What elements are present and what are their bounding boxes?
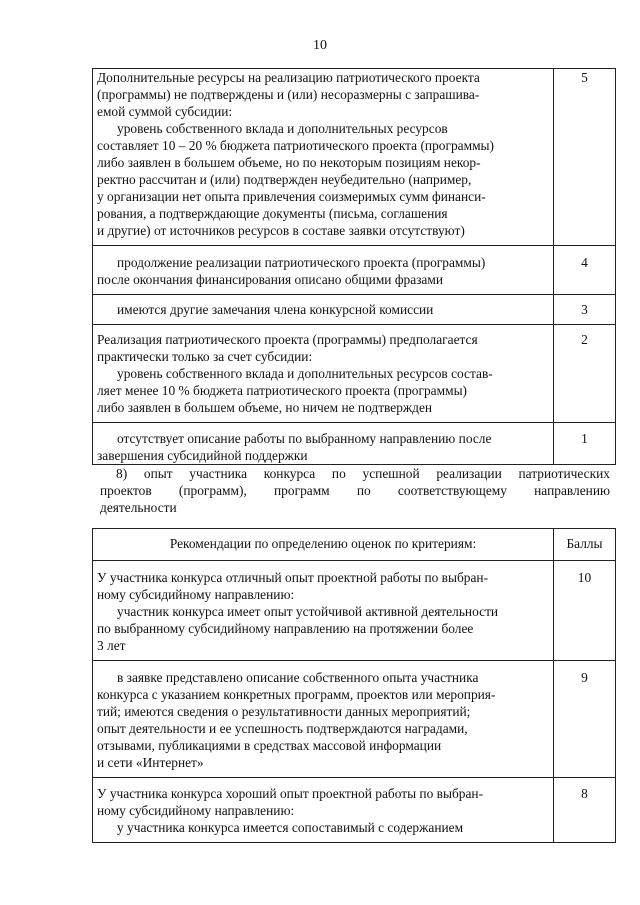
text-line: Дополнительные ресурсы на реализацию патриотического проекта <box>97 70 480 85</box>
text-line: либо заявлен в большем объеме, но ничем не подтвержден <box>97 400 433 415</box>
text-line: у организации нет опыта привлечения соизмеримых сумм финанси- <box>97 189 486 204</box>
table-row <box>93 423 616 465</box>
table-row <box>93 561 616 661</box>
score-cell: 10 <box>554 561 616 661</box>
table-row <box>93 778 616 843</box>
text-line: либо заявлен в большем объеме, но по некоторым позициям некор- <box>97 155 481 170</box>
text-line: ректно рассчитан и (или) подтвержден неубедительно (например, <box>97 172 472 187</box>
table-row <box>93 246 616 295</box>
text-line: конкурса с указанием конкретных программ, проектов или мероприя- <box>97 687 496 702</box>
text-line: У участника конкурса отличный опыт проектной работы по выбран- <box>97 570 489 585</box>
text-line: уровень собственного вклада и дополнительных ресурсов <box>117 121 448 136</box>
text-line: (программы) не подтверждены и (или) несоразмерны с запрашива- <box>97 87 480 102</box>
criterion-text <box>93 295 554 325</box>
criterion-text <box>93 423 554 465</box>
criterion-text <box>93 69 554 246</box>
text-line: ному субсидийному направлению: <box>97 803 295 818</box>
criteria-table-bottom <box>92 528 616 843</box>
text-line: отзывами, публикациями в средствах массовой информации <box>97 738 442 753</box>
text-line: 3 лет <box>97 638 126 653</box>
text-line: 8) опыт участника конкурса по успешной реализации патриотических <box>116 466 610 481</box>
criterion-text <box>93 661 554 778</box>
criterion-text <box>93 561 554 661</box>
table-header-row <box>93 529 616 561</box>
text-line: имеются другие замечания члена конкурсной комиссии <box>117 302 434 317</box>
section-heading <box>100 465 610 516</box>
text-line: ляет менее 10 % бюджета патриотического проекта (программы) <box>97 383 468 398</box>
text-line: после окончания финансирования описано общими фразами <box>97 272 444 287</box>
text-line: и другие) от источников ресурсов в составе заявки отсутствуют) <box>97 223 465 238</box>
text-line: уровень собственного вклада и дополнительных ресурсов состав- <box>117 366 493 381</box>
text-line: в заявке представлено описание собственного опыта участника <box>117 670 479 685</box>
criterion-text <box>93 246 554 295</box>
text-line: практически только за счет субсидии: <box>97 349 313 364</box>
text-line: рования, а подтверждающие документы (письма, соглашения <box>97 206 448 221</box>
table-row <box>93 295 616 325</box>
text-line: ному субсидийному направлению: <box>97 587 295 602</box>
criterion-text <box>93 325 554 423</box>
text-line: тий; имеются сведения о результативности данных мероприятий; <box>97 704 471 719</box>
text-line: продолжение реализации патриотического проекта (программы) <box>117 255 486 270</box>
score-cell: 3 <box>554 295 616 325</box>
criterion-text <box>93 778 554 843</box>
table-row <box>93 69 616 246</box>
score-cell: 1 <box>554 423 616 465</box>
score-cell: 8 <box>554 778 616 843</box>
text-line: у участника конкурса имеется сопоставимый с содержанием <box>117 820 464 835</box>
text-line: Реализация патриотического проекта (программы) предполагается <box>97 332 478 347</box>
text-line: проектов (программ), программ по соответствующему направлению <box>100 483 610 498</box>
text-line: и сети «Интернет» <box>97 755 204 770</box>
text-line: опыт деятельности и ее успешность подтверждаются наградами, <box>97 721 468 736</box>
table-row <box>93 661 616 778</box>
text-line: составляет 10 – 20 % бюджета патриотического проекта (программы) <box>97 138 495 153</box>
column-header-points: Баллы <box>554 529 616 561</box>
text-line: отсутствует описание работы по выбранному направлению после <box>117 431 492 446</box>
column-header-recommendations: Рекомендации по определению оценок по критериям: <box>93 529 554 561</box>
criteria-table-top <box>92 68 616 465</box>
text-line: емой суммой субсидии: <box>97 104 233 119</box>
text-line: деятельности <box>100 500 177 515</box>
text-line: завершения субсидийной поддержки <box>97 448 308 463</box>
score-cell: 2 <box>554 325 616 423</box>
score-cell: 5 <box>554 69 616 246</box>
text-line: У участника конкурса хороший опыт проектной работы по выбран- <box>97 786 484 801</box>
page-number: 10 <box>313 38 327 53</box>
text-line: по выбранному субсидийному направлению на протяжении более <box>97 621 474 636</box>
score-cell: 9 <box>554 661 616 778</box>
table-row <box>93 325 616 423</box>
text-line: участник конкурса имеет опыт устойчивой активной деятельности <box>117 604 499 619</box>
score-cell: 4 <box>554 246 616 295</box>
